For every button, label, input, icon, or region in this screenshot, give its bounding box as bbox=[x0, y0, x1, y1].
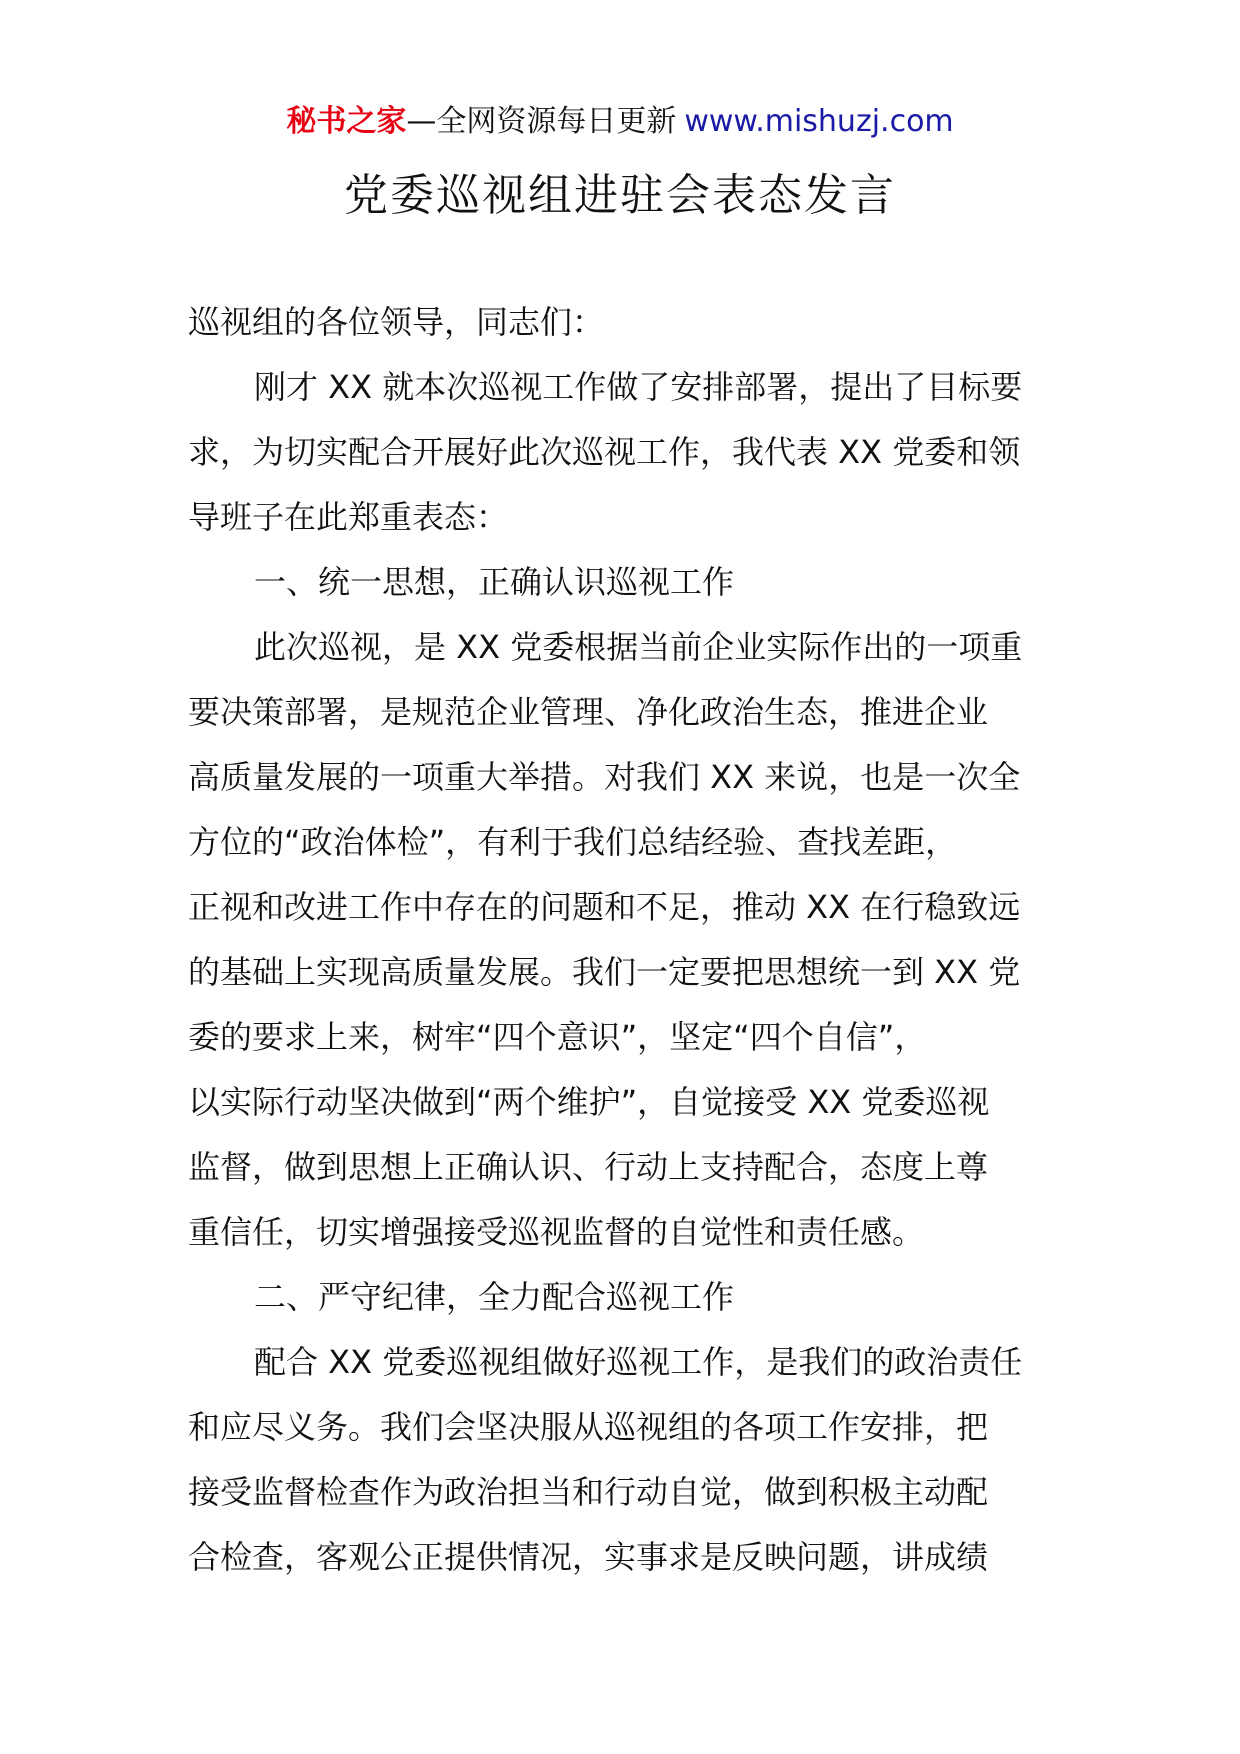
paragraph-line: 高质量发展的一项重大举措。对我们 XX 来说，也是一次全 bbox=[188, 758, 1021, 796]
header-tagline: —全网资源每日更新 bbox=[406, 104, 677, 139]
website-link[interactable]: www.mishuzj.com bbox=[684, 104, 954, 139]
paragraph-line: 配合 XX 党委巡视组做好巡视工作，是我们的政治责任 bbox=[254, 1343, 1023, 1381]
paragraph-line: 此次巡视，是 XX 党委根据当前企业实际作出的一项重 bbox=[254, 628, 1023, 666]
section-heading-2: 二、严守纪律，全力配合巡视工作 bbox=[254, 1278, 735, 1316]
paragraph-line: 正视和改进工作中存在的问题和不足，推动 XX 在行稳致远 bbox=[188, 888, 1021, 926]
section-heading-1: 一、统一思想，正确认识巡视工作 bbox=[254, 563, 735, 601]
salutation-line: 巡视组的各位领导，同志们： bbox=[188, 303, 605, 341]
brand-name: 秘书之家 bbox=[286, 104, 407, 139]
document-body bbox=[188, 290, 1056, 1590]
paragraph-line: 委的要求上来，树牢“四个意识”，坚定“四个自信”， bbox=[188, 1018, 927, 1056]
paragraph-line: 合检查，客观公正提供情况，实事求是反映问题，讲成绩 bbox=[188, 1538, 989, 1576]
paragraph-line: 刚才 XX 就本次巡视工作做了安排部署，提出了目标要 bbox=[254, 368, 1023, 406]
document-title: 党委巡视组进驻会表态发言 bbox=[344, 170, 896, 221]
paragraph-line: 导班子在此郑重表态： bbox=[188, 498, 509, 536]
paragraph-line: 求，为切实配合开展好此次巡视工作，我代表 XX 党委和领 bbox=[188, 433, 1021, 471]
paragraph-line: 的基础上实现高质量发展。我们一定要把思想统一到 XX 党 bbox=[188, 953, 1021, 991]
source-header bbox=[0, 100, 1240, 144]
paragraph-line: 接受监督检查作为政治担当和行动自觉，做到积极主动配 bbox=[188, 1473, 989, 1511]
paragraph-line: 监督，做到思想上正确认识、行动上支持配合，态度上尊 bbox=[188, 1148, 989, 1186]
paragraph-line: 要决策部署，是规范企业管理、净化政治生态，推进企业 bbox=[188, 693, 989, 731]
paragraph-line: 和应尽义务。我们会坚决服从巡视组的各项工作安排，把 bbox=[188, 1408, 989, 1446]
paragraph-line: 方位的“政治体检”，有利于我们总结经验、查找差距， bbox=[188, 823, 958, 861]
paragraph-line: 以实际行动坚决做到“两个维护”，自觉接受 XX 党委巡视 bbox=[188, 1083, 990, 1121]
paragraph-line: 重信任，切实增强接受巡视监督的自觉性和责任感。 bbox=[188, 1213, 925, 1251]
